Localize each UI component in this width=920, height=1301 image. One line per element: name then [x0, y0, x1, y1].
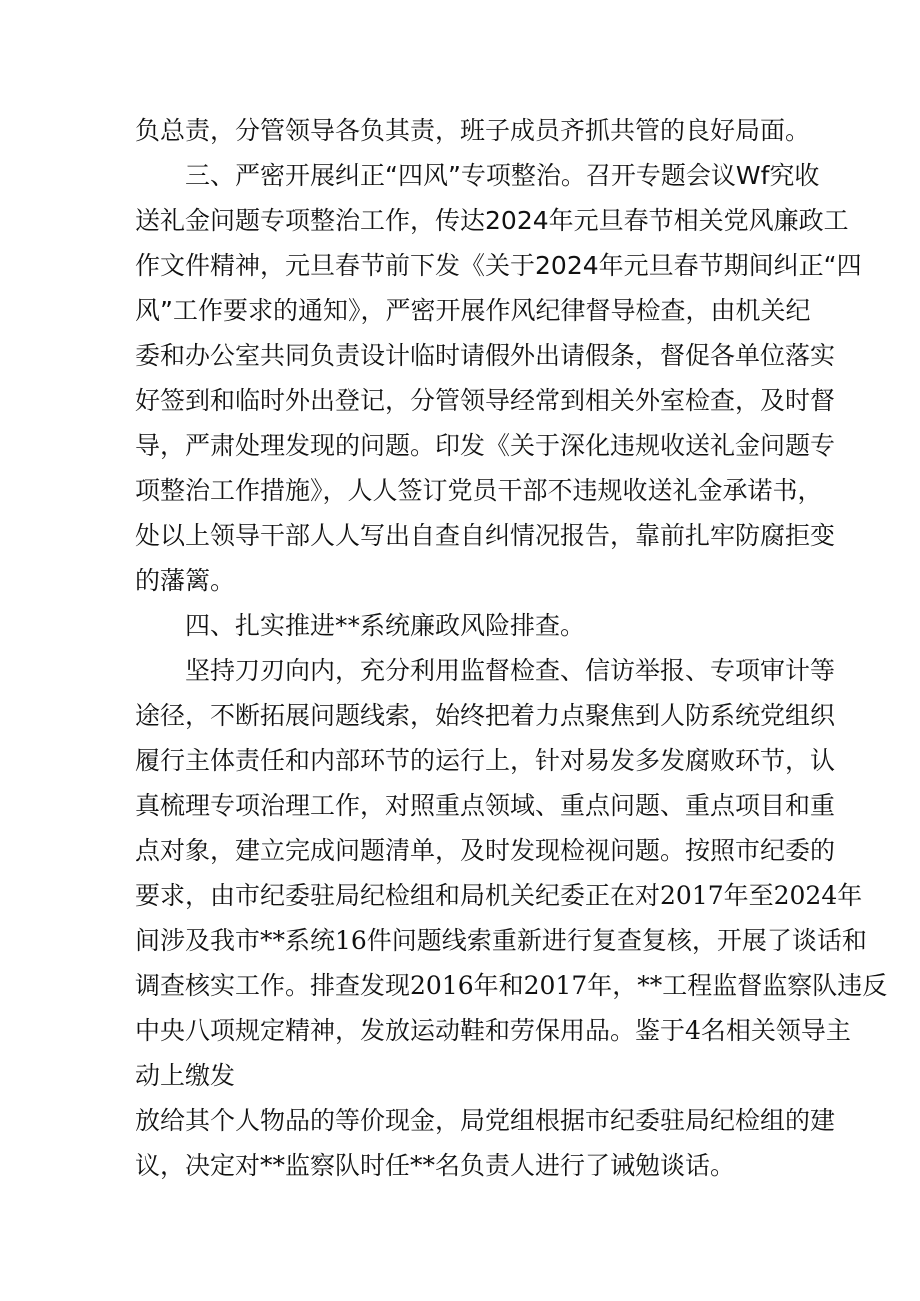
text-line-6: 委和办公室共同负责设计临时请假外出请假条，督促各单位落实 — [135, 341, 836, 370]
text-line-24: 议，决定对**监察队时任**名负责人进行了诫勉谈话。 — [135, 1151, 736, 1180]
text-line-8: 导，严肃处理发现的问题。印发《关于深化违规收送礼金问题专 — [135, 431, 836, 460]
text-line-4: 作文件精神，元旦春节前下发《关于2024年元旦春节期间纠正“四 — [135, 251, 862, 280]
text-line-19: 间涉及我市**系统16件问题线索重新进行复查复核，开展了谈话和 — [135, 926, 867, 955]
text-line-16: 真梳理专项治理工作，对照重点领域、重点问题、重点项目和重 — [135, 791, 836, 820]
text-line-23: 放给其个人物品的等价现金，局党组根据市纪委驻局纪检组的建 — [135, 1106, 836, 1135]
text-line-14: 途径，不断拓展问题线索，始终把着力点聚焦到人防系统党组织 — [135, 701, 836, 730]
text-line-11: 的藩篱。 — [135, 566, 236, 595]
text-line-3: 送礼金问题专项整治工作，传达2024年元旦春节相关党风廉政工 — [135, 206, 849, 235]
section-heading-3: 三、严密开展纠正“四风”专项整治。召开专题会议Wf究收 — [185, 161, 820, 190]
text-line-15: 履行主体责任和内部环节的运行上，针对易发多发腐败环节，认 — [135, 746, 836, 775]
text-line-18: 要求，由市纪委驻局纪检组和局机关纪委正在对2017年至2024年 — [135, 881, 863, 910]
text-line-9: 项整治工作措施》，人人签订党员干部不违规收送礼金承诺书， — [135, 476, 823, 505]
text-line-20: 调查核实工作。排查发现2016年和2017年，**工程监督监察队违反 — [135, 971, 888, 1000]
text-line-13: 坚持刀刃向内，充分利用监督检查、信访举报、专项审计等 — [185, 656, 836, 685]
text-line-1: 负总责，分管领导各负其责，班子成员齐抓共管的良好局面。 — [135, 116, 811, 145]
text-line-10: 处以上领导干部人人写出自查自纠情况报告，靠前扎牢防腐拒变 — [135, 521, 836, 550]
text-line-22: 动上缴发 — [135, 1061, 236, 1090]
text-line-21: 中央八项规定精神，发放运动鞋和劳保用品。鉴于4名相关领导主 — [135, 1016, 851, 1045]
text-line-17: 点对象，建立完成问题清单，及时发现检视问题。按照市纪委的 — [135, 836, 836, 865]
text-line-7: 好签到和临时外出登记，分管领导经常到相关外室检查，及时督 — [135, 386, 836, 415]
section-heading-4: 四、扎实推进**系统廉政风险排查。 — [185, 611, 586, 640]
text-line-5: 风”工作要求的通知》，严密开展作风纪律督导检查，由机关纪 — [135, 296, 811, 325]
